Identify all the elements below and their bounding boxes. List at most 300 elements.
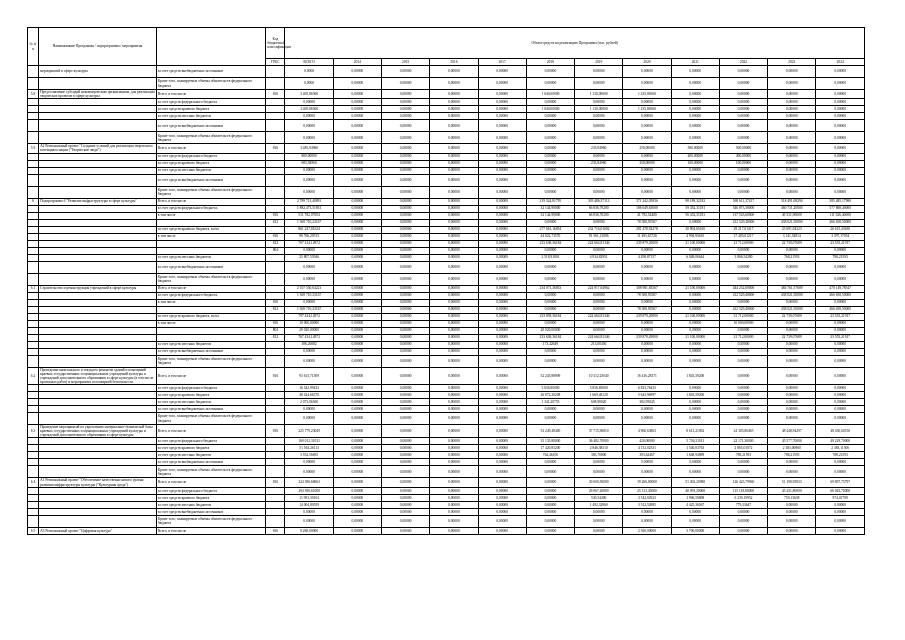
row-year-value: 0,00000 <box>768 459 816 466</box>
row-year-value: 0,00000 <box>478 198 526 205</box>
row-year-value: 0,00000 <box>719 508 767 515</box>
row-funding-source: в том числе <box>156 320 266 327</box>
row-year-value: 518 491,08294 <box>768 198 816 205</box>
table-row <box>28 120 865 132</box>
row-year-value: 546 873,38000 <box>719 205 767 212</box>
row-total-value: 0,00000 <box>285 273 333 285</box>
row-program-name: А1 Региональный проект "Обеспечение качественно нового уровня развития инфраструктуры культуры ("Культурная среда") <box>39 478 157 487</box>
row-year-value: 0,00000 <box>719 66 767 78</box>
row-year-value: 3 397,17054 <box>816 233 865 240</box>
row-funding-source: за счет средств внебюджетных источников <box>156 261 266 273</box>
header-year-2023: 2023 <box>768 59 816 66</box>
row-year-value: 0,00000 <box>382 106 430 113</box>
row-funding-source: за счет средств краевого бюджета, всего <box>156 313 266 320</box>
row-year-value: 0,00000 <box>768 348 816 355</box>
row-number: 6.5 <box>28 527 39 534</box>
row-year-value: 0,00000 <box>719 167 767 174</box>
row-year-value: 0,00000 <box>816 78 865 90</box>
row-year-value: 0,00000 <box>623 153 671 160</box>
row-year-value: 0,00000 <box>478 306 526 313</box>
table-row <box>28 413 865 425</box>
row-program-name <box>39 233 157 240</box>
row-year-value: 0,00000 <box>478 508 526 515</box>
row-year-value: 32 144,90000 <box>526 212 574 219</box>
row-year-value: 0,00000 <box>478 399 526 406</box>
row-total-value: 2 107 530,64221 <box>285 285 333 292</box>
row-year-value: 0,00000 <box>671 515 719 527</box>
row-number <box>28 494 39 501</box>
table-row <box>28 160 865 167</box>
row-budget-code: 812 <box>266 240 285 247</box>
row-year-value: 22 739,07689 <box>768 240 816 247</box>
row-year-value: 764,46100 <box>526 452 574 459</box>
row-year-value: 0,00000 <box>575 261 623 273</box>
row-year-value: 0,00000 <box>333 478 381 487</box>
header-year-2014: 2014 <box>333 59 381 66</box>
table-row <box>28 438 865 445</box>
row-year-value: 0,00000 <box>623 261 671 273</box>
row-funding-source: за счет средств федерального бюджета, <box>156 292 266 299</box>
row-year-value: 0,00000 <box>382 285 430 292</box>
row-year-value: 39 266,00000 <box>623 478 671 487</box>
row-year-value: 0,00000 <box>333 167 381 174</box>
row-funding-source: за счет средств краевого бюджета <box>156 160 266 167</box>
row-year-value: 0,00000 <box>333 240 381 247</box>
row-budget-code <box>266 292 285 299</box>
row-year-value: 0,00000 <box>575 306 623 313</box>
row-year-value: 59 452,31181 <box>671 205 719 212</box>
row-number <box>28 78 39 90</box>
row-year-value: 0,00000 <box>671 66 719 78</box>
row-year-value: 0,00000 <box>430 406 478 413</box>
row-total-value: 0,00000 <box>285 167 333 174</box>
row-number <box>28 160 39 167</box>
row-year-value: 0,00000 <box>430 425 478 438</box>
row-year-value: 0,00000 <box>526 261 574 273</box>
row-program-name <box>39 254 157 261</box>
row-year-value: 0,00000 <box>623 341 671 348</box>
row-year-value: 500,00000 <box>719 144 767 153</box>
row-year-value: 0,00000 <box>333 78 381 90</box>
table-row <box>28 292 865 299</box>
row-year-value: 41 792,54400 <box>623 212 671 219</box>
row-year-value: 1 492,32960 <box>575 501 623 508</box>
row-year-value: 0,00000 <box>623 66 671 78</box>
row-year-value: 0,00000 <box>768 466 816 478</box>
header-grbs: ГРБС <box>266 59 285 66</box>
table-row <box>28 219 865 226</box>
row-year-value: 0,00000 <box>478 392 526 399</box>
row-year-value: 0,00000 <box>382 120 430 132</box>
row-year-value: 25 513,45000 <box>623 487 671 494</box>
row-total-value: 0,00000 <box>285 459 333 466</box>
row-number <box>28 113 39 120</box>
row-year-value: 0,00000 <box>526 99 574 106</box>
row-year-value: 0,00000 <box>526 501 574 508</box>
row-budget-code <box>266 348 285 355</box>
row-year-value: 788,21593 <box>816 452 865 459</box>
row-year-value: 21 100,00000 <box>671 313 719 320</box>
row-total-value: 324 396,68663 <box>285 478 333 487</box>
row-year-value: 0,00000 <box>671 292 719 299</box>
row-total-value: 0,00000 <box>285 120 333 132</box>
row-year-value: 0,00000 <box>333 452 381 459</box>
row-program-name <box>39 515 157 527</box>
row-year-value: 0,00000 <box>719 392 767 399</box>
row-year-value: 0,00000 <box>382 205 430 212</box>
row-number <box>28 153 39 160</box>
row-year-value: 0,00000 <box>816 299 865 306</box>
header-source <box>156 28 266 66</box>
row-year-value: 0,00000 <box>382 327 430 334</box>
header-name: Наименование Программы / подпрограммы / мероприятия <box>39 28 157 66</box>
row-budget-code <box>266 273 285 285</box>
row-year-value: 0,00000 <box>671 459 719 466</box>
row-year-value: 4 994,93610 <box>671 233 719 240</box>
row-year-value: 0,00000 <box>623 508 671 515</box>
row-year-value: 0,00000 <box>623 515 671 527</box>
row-year-value: 0,00000 <box>382 99 430 106</box>
row-program-name <box>39 299 157 306</box>
table-row <box>28 99 865 106</box>
row-year-value: 0,00000 <box>816 132 865 144</box>
row-funding-source: Всего, в том числе <box>156 198 266 205</box>
row-year-value: 608,98020 <box>575 399 623 406</box>
row-total-value: 169 012,31031 <box>285 438 333 445</box>
row-year-value: 0,00000 <box>526 292 574 299</box>
row-year-value: 0,00000 <box>526 144 574 153</box>
row-year-value: 10 312,25040 <box>575 367 623 385</box>
row-year-value: 371 242,05836 <box>623 198 671 205</box>
table-row <box>28 78 865 90</box>
row-number <box>28 306 39 313</box>
row-year-value: 0,00000 <box>382 425 430 438</box>
row-funding-source: за счет средств внебюджетных источников <box>156 348 266 355</box>
row-year-value: 0,00000 <box>526 273 574 285</box>
row-number <box>28 385 39 392</box>
row-program-name <box>39 313 157 320</box>
row-year-value: 420,00000 <box>623 438 671 445</box>
row-year-value: 438 021,50000 <box>768 292 816 299</box>
row-year-value: 585 485,17980 <box>816 198 865 205</box>
row-year-value: 0,00000 <box>430 273 478 285</box>
table-row <box>28 144 865 153</box>
row-year-value: 438 021,50000 <box>768 219 816 226</box>
row-year-value: 0,00000 <box>333 501 381 508</box>
row-year-value: 0,00000 <box>430 254 478 261</box>
row-year-value: 0,00000 <box>526 527 574 534</box>
row-funding-source: за счет средств краевого бюджета <box>156 392 266 399</box>
row-year-value: 0,00000 <box>478 120 526 132</box>
header-code-group: Код бюджетной классификации <box>266 28 285 59</box>
row-year-value: 0,00000 <box>430 313 478 320</box>
row-year-value: 21 100,00000 <box>671 334 719 341</box>
row-program-name <box>39 205 157 212</box>
row-year-value: 2 846,38310 <box>575 445 623 452</box>
row-year-value: 0,00000 <box>816 186 865 198</box>
row-year-value: 10 000,00000 <box>719 320 767 327</box>
header-year-2017: 2017 <box>478 59 526 66</box>
row-year-value: 0,00000 <box>719 367 767 385</box>
header-year-2020: 2020 <box>623 59 671 66</box>
row-year-value: 0,00000 <box>430 226 478 233</box>
row-year-value: 0,00000 <box>575 132 623 144</box>
row-year-value: 0,00000 <box>430 508 478 515</box>
row-year-value: 0,00000 <box>816 348 865 355</box>
row-year-value: 0,00000 <box>382 487 430 494</box>
row-year-value: 0,00000 <box>333 466 381 478</box>
row-budget-code <box>266 438 285 445</box>
table-row <box>28 90 865 99</box>
row-year-value: 6 048,06644 <box>671 254 719 261</box>
row-budget-code <box>266 445 285 452</box>
row-year-value: 1 996,59808 <box>671 494 719 501</box>
row-year-value: 0,00000 <box>768 399 816 406</box>
row-year-value: 0,00000 <box>478 212 526 219</box>
row-year-value: 0,00000 <box>719 348 767 355</box>
header-year-2022: 2022 <box>719 59 767 66</box>
row-funding-source <box>156 327 266 334</box>
row-year-value: 0,00000 <box>333 355 381 367</box>
row-year-value: 0,00000 <box>382 399 430 406</box>
row-program-name <box>39 174 157 186</box>
row-total-value: 0,00000 <box>285 348 333 355</box>
row-year-value: 0,00000 <box>719 90 767 99</box>
row-number <box>28 459 39 466</box>
row-year-value: 0,00000 <box>719 261 767 273</box>
row-year-value: 0,00000 <box>816 399 865 406</box>
header-year-2018: 2018 <box>526 59 574 66</box>
row-year-value: 0,00000 <box>768 78 816 90</box>
row-number <box>28 334 39 341</box>
row-year-value: 48 448,94297 <box>768 425 816 438</box>
table-row <box>28 367 865 385</box>
row-year-value: 0,00000 <box>575 508 623 515</box>
table-row <box>28 226 865 233</box>
row-program-name <box>39 438 157 445</box>
row-year-value: 0,00000 <box>719 459 767 466</box>
row-year-value: 0,00000 <box>526 413 574 425</box>
row-year-value: 0,00000 <box>719 132 767 144</box>
row-year-value: 0,00000 <box>478 273 526 285</box>
row-year-value: 0,00000 <box>768 106 816 113</box>
row-year-value: 0,00000 <box>382 392 430 399</box>
row-year-value: 186 649,65000 <box>623 205 671 212</box>
row-year-value: 224 664,81346 <box>575 334 623 341</box>
row-year-value: 0,00000 <box>333 438 381 445</box>
row-program-name <box>39 240 157 247</box>
row-year-value: 0,00000 <box>382 240 430 247</box>
row-funding-source: Всего, в том числе <box>156 144 266 153</box>
row-year-value: 0,00000 <box>478 106 526 113</box>
row-funding-source: за счет средств местных бюджетов <box>156 113 266 120</box>
row-year-value: 0,00000 <box>333 385 381 392</box>
row-year-value: 0,00000 <box>623 273 671 285</box>
row-year-value: 3 141,54814 <box>768 233 816 240</box>
table-row <box>28 478 865 487</box>
table-row <box>28 494 865 501</box>
row-year-value: 0,00000 <box>671 355 719 367</box>
row-year-value: 0,00000 <box>816 406 865 413</box>
row-year-value: 1 341,20755 <box>526 399 574 406</box>
row-year-value: 24 305,86465 <box>719 425 767 438</box>
row-year-value: 0,00000 <box>478 385 526 392</box>
row-program-name <box>39 78 157 90</box>
row-year-value: 0,00000 <box>430 167 478 174</box>
row-year-value: 0,00000 <box>816 341 865 348</box>
row-number: 6.4 <box>28 478 39 487</box>
row-funding-source: за счет средств местных бюджетов <box>156 399 266 406</box>
row-year-value: 0,00000 <box>816 501 865 508</box>
row-year-value: 0,00000 <box>478 261 526 273</box>
row-year-value: 0,00000 <box>719 515 767 527</box>
row-budget-code <box>266 508 285 515</box>
header-year-2015: 2015 <box>382 59 430 66</box>
row-year-value: 0,00000 <box>526 515 574 527</box>
row-year-value: 0,00000 <box>430 66 478 78</box>
row-year-value: 0,00000 <box>382 445 430 452</box>
row-budget-code <box>266 459 285 466</box>
row-budget-code <box>266 466 285 478</box>
row-year-value: 1 130,00000 <box>575 90 623 99</box>
row-total-value: 9 260,00000 <box>285 527 333 534</box>
row-year-value: 0,00000 <box>382 334 430 341</box>
row-year-value: 4 152,02531 <box>623 445 671 452</box>
row-number: 5.9 <box>28 144 39 153</box>
row-year-value: 0,00000 <box>719 247 767 254</box>
row-year-value: 173,42649 <box>526 341 574 348</box>
row-year-value: 0,00000 <box>430 459 478 466</box>
row-year-value: 281 478,92278 <box>623 226 671 233</box>
row-year-value: 0,00000 <box>430 240 478 247</box>
table-row <box>28 355 865 367</box>
row-year-value: 0,00000 <box>768 367 816 385</box>
row-year-value: 66 043,70000 <box>816 487 865 494</box>
row-funding-source: за счет средств местных бюджетов <box>156 254 266 261</box>
row-funding-source: за счет средств внебюджетных источников <box>156 406 266 413</box>
row-year-value: 0,00000 <box>623 413 671 425</box>
row-year-value: 0,00000 <box>768 113 816 120</box>
row-year-value: 0,00000 <box>430 144 478 153</box>
row-year-value: 0,00000 <box>333 413 381 425</box>
table-row <box>28 273 865 285</box>
row-year-value: 0,00000 <box>382 494 430 501</box>
row-year-value: 0,00000 <box>719 113 767 120</box>
row-year-value: 0,00000 <box>333 212 381 219</box>
row-year-value: 0,00000 <box>478 285 526 292</box>
row-number <box>28 327 39 334</box>
row-year-value: 0,00000 <box>430 348 478 355</box>
row-year-value: 0,00000 <box>430 487 478 494</box>
row-year-value: 1 648,94889 <box>671 452 719 459</box>
row-year-value: 0,00000 <box>575 153 623 160</box>
row-year-value: 0,00000 <box>575 219 623 226</box>
row-year-value: 0,00000 <box>623 186 671 198</box>
row-year-value: 0,00000 <box>816 459 865 466</box>
row-program-name <box>39 186 157 198</box>
row-total-value: 511 782,07004 <box>285 212 333 219</box>
row-year-value: 0,00000 <box>430 452 478 459</box>
table-row <box>28 501 865 508</box>
row-funding-source: Всего, в том числе <box>156 367 266 385</box>
row-year-value: 0,00000 <box>816 466 865 478</box>
row-year-value: 0,00000 <box>382 186 430 198</box>
row-funding-source <box>156 306 266 313</box>
row-year-value: 0,00000 <box>671 167 719 174</box>
row-funding-source: за счет средств краевого бюджета <box>156 106 266 113</box>
row-year-value: 0,00000 <box>478 438 526 445</box>
row-program-name: мероприятий в сфере культуры <box>39 66 157 78</box>
row-year-value: 2 518,91801 <box>526 254 574 261</box>
row-year-value: 0,00000 <box>382 254 430 261</box>
row-year-value: 0,00000 <box>623 348 671 355</box>
row-total-value: 800,00000 <box>285 153 333 160</box>
row-funding-source: Всего, в том числе <box>156 425 266 438</box>
row-year-value: 0,00000 <box>526 219 574 226</box>
row-year-value: 0,00000 <box>671 341 719 348</box>
row-budget-code: 816 <box>266 478 285 487</box>
row-total-value: 14 004,99559 <box>285 501 333 508</box>
table-row <box>28 508 865 515</box>
row-year-value: 0,00000 <box>768 392 816 399</box>
table-row <box>28 113 865 120</box>
row-year-value: 0,00000 <box>333 106 381 113</box>
row-total-value: 767 414,14972 <box>285 334 333 341</box>
row-year-value: 0,00000 <box>333 153 381 160</box>
row-year-value: 0,00000 <box>478 478 526 487</box>
row-year-value: 1 235,86560 <box>623 106 671 113</box>
row-program-name <box>39 113 157 120</box>
row-year-value: 0,00000 <box>768 413 816 425</box>
row-year-value: 0,00000 <box>719 99 767 106</box>
row-program-name <box>39 167 157 174</box>
row-year-value: 0,00000 <box>333 90 381 99</box>
row-budget-code <box>266 120 285 132</box>
row-year-value: 0,00000 <box>382 466 430 478</box>
row-year-value: 0,00000 <box>382 261 430 273</box>
row-year-value: 0,00000 <box>768 508 816 515</box>
row-total-value: 0,00000 <box>285 406 333 413</box>
header-num: № п/п <box>28 28 39 66</box>
row-year-value: 0,00000 <box>430 205 478 212</box>
row-year-value: 0,00000 <box>526 160 574 167</box>
row-year-value: 0,00000 <box>478 425 526 438</box>
row-total-value: 0,00000 <box>285 174 333 186</box>
row-total-value: 0,00000 <box>285 299 333 306</box>
row-year-value: 0,00000 <box>333 334 381 341</box>
row-year-value: 3 866,54280 <box>719 254 767 261</box>
row-budget-code <box>266 153 285 160</box>
row-year-value: 2 560,00000 <box>623 527 671 534</box>
row-program-name <box>39 273 157 285</box>
row-budget-code <box>266 313 285 320</box>
row-year-value: 0,00000 <box>333 132 381 144</box>
row-program-name <box>39 466 157 478</box>
row-program-name <box>39 445 157 452</box>
row-year-value: 0,00000 <box>478 78 526 90</box>
row-year-value: 6 823,76433 <box>623 385 671 392</box>
row-number <box>28 226 39 233</box>
row-year-value: 0,00000 <box>382 233 430 240</box>
row-year-value: 0,00000 <box>478 99 526 106</box>
row-year-value: 0,00000 <box>526 355 574 367</box>
row-funding-source: Кроме того, планируемые объемы обязательств федерального бюджета <box>156 355 266 367</box>
row-year-value: 0,00000 <box>816 508 865 515</box>
row-year-value: 0,00000 <box>768 385 816 392</box>
row-year-value: 308 981,83567 <box>623 285 671 292</box>
row-year-value: 20 894,65610 <box>671 226 719 233</box>
row-year-value: 0,00000 <box>816 120 865 132</box>
